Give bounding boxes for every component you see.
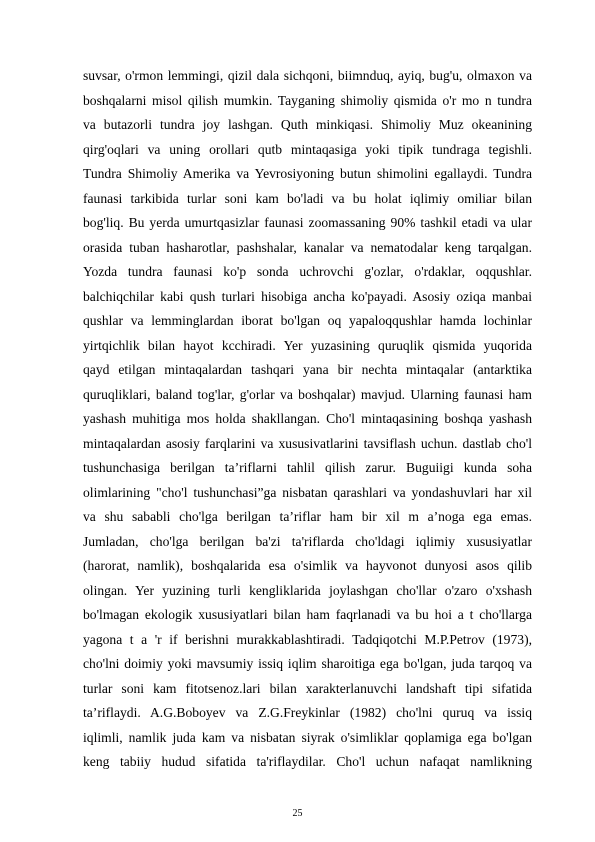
text-line: cho'lni doimiy yoki mavsumiy issiq iqlim sharoitiga ega bo'lgan, juda tarqoq va (83, 656, 532, 671)
text-line: orasida tuban hasharotlar, pashshalar, kanalar va nematodalar keng tarqalgan. (83, 239, 532, 255)
text-line: qirg'oqlari va uning orollari qutb mintaqasiga yoki tipik tundraga tegishli. (83, 141, 532, 157)
text-line: (harorat, namlik), boshqalarida esa o'simlik va hayvonot dunyosi asos qilib (83, 558, 532, 573)
text-line: olingan. Yer yuzining turli kengliklarida joylashgan cho'llar o'zaro o'xshash (83, 582, 532, 598)
text-line: faunasi tarkibida turlar soni kam bo'ladi va bu holat iqlimiy omiliar bilan (83, 190, 532, 206)
text-line: mintaqalardan asosiy farqlarini va xususivatlarini tavsiflash uchun. dastlab cho'l (83, 435, 532, 451)
page-number: 25 (292, 808, 303, 819)
text-line: yirtqichlik bilan hayot kcchiradi. Yer yuzasining quruqlik qismida yuqorida (83, 337, 532, 353)
text-line: quruqliklari, baland tog'lar, g'orlar va boshqalar) mavjud. Ularning faunasi ham (83, 386, 532, 402)
text-line: balchiqchilar kabi qush turlari hisobiga ancha ko'payadi. Asosiy oziqa manbai (83, 288, 532, 304)
body-text (83, 64, 532, 775)
text-line: bog'liq. Bu yerda umurtqasizlar faunasi zoomassaning 90% tashkil etadi va ular (83, 215, 532, 230)
text-line: ta’riflaydi. A.G.Boboyev va Z.G.Freykinlar (1982) cho'lni quruq va issiq (83, 705, 532, 720)
text-line: bo'lmagan ekologik xususiyatlari bilan ham faqrlanadi va bu hoi a t cho'llarga (83, 607, 532, 622)
text-line: tushunchasiga berilgan ta’riflarni tahlil qilish zarur. Buguiigi kunda soha (83, 460, 532, 475)
text-line: boshqalarni misol qilish mumkin. Tayganing shimoliy qismida o'r mo n tundra (83, 92, 532, 108)
text-line: iqlimli, namlik juda kam va nisbatan siyrak o'simliklar qoplamiga ega bo'lgan (83, 729, 532, 745)
text-line: qushlar va lemminglardan iborat bo'lgan oq yapaloqqushlar hamda lochinlar (83, 313, 532, 328)
text-line: va butazorli tundra joy lashgan. Quth minkiqasi. Shimoliy Muz okeanining (83, 117, 532, 132)
text-line: keng tabiiy hudud sifatida ta'riflaydilar. Cho'l uchun nafaqat namlikning (83, 754, 532, 769)
text-line: Yozda tundra faunasi ko'p sonda uchrovchi g'ozlar, o'rdaklar, oqqushlar. (83, 264, 532, 279)
text-line: va shu sababli cho'lga berilgan ta’riflar ham bir xil m a’noga ega emas. (83, 509, 532, 524)
text-line: suvsar, o'rmon lemmingi, qizil dala sichqoni, biimnduq, ayiq, bug'u, olmaxon va (83, 68, 532, 83)
text-line: Jumladan, cho'lga berilgan ba'zi ta'riflarda cho'ldagi iqlimiy xususiyatlar (83, 533, 532, 549)
text-line: turlar soni kam fitotsenoz.lari bilan xarakterlanuvchi landshaft tipi sifatida (83, 680, 532, 696)
text-line: qayd etilgan mintaqalardan tashqari yana bir nechta mintaqalar (antarktika (83, 362, 532, 377)
text-line: olimlarining "cho'l tushunchasi”ga nisbatan qarashlari va yondashuvlari har xil (83, 484, 532, 500)
text-line: Tundra Shimoliy Amerika va Yevrosiyoning butun shimolini egallaydi. Tundra (83, 166, 532, 181)
text-line: yagona t a 'r if berishni murakkablashtiradi. Tadqiqotchi M.P.Petrov (1973), (83, 631, 532, 647)
text-line: yashash muhitiga mos holda shakllangan. Cho'l mintaqasining boshqa yashash (83, 411, 532, 426)
